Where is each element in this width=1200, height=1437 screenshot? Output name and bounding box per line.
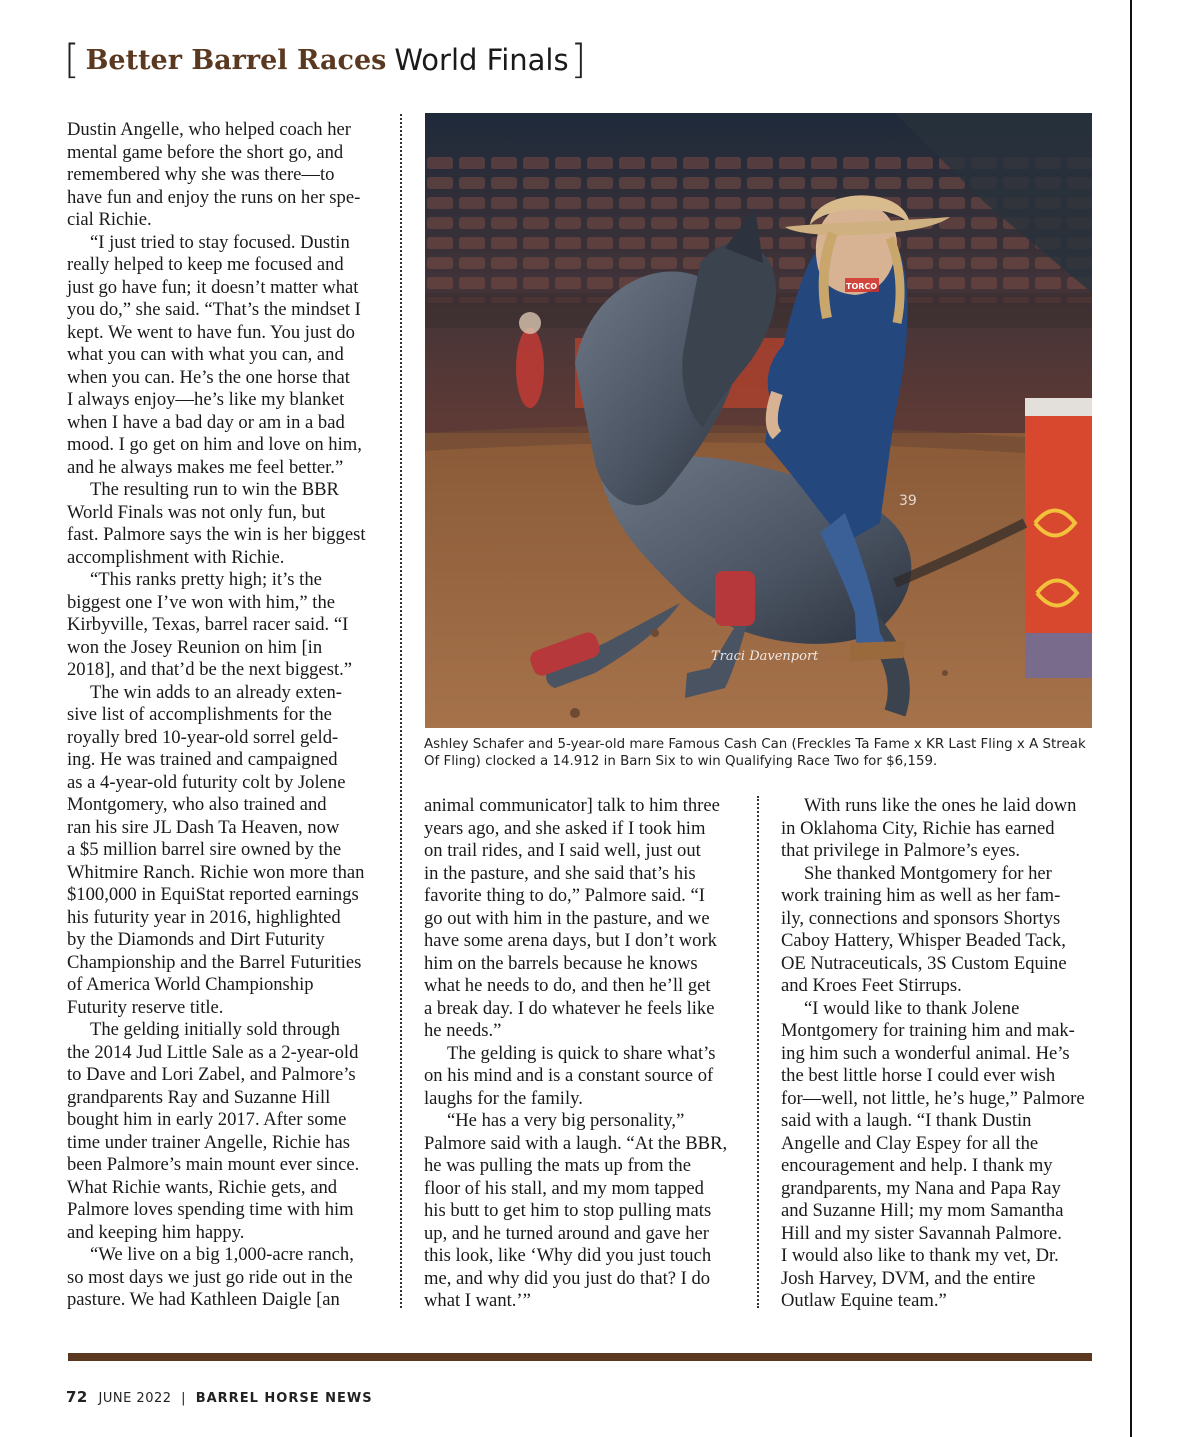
text-line: biggest one I’ve won with him,” the [67, 591, 336, 613]
text-line: on trail rides, and I said well, just out [424, 840, 701, 861]
text-line: so most days we just go ride out in the [67, 1266, 353, 1288]
text-line: he was pulling the mats up from the [424, 1155, 691, 1176]
text-line: to Dave and Lori Zabel, and Palmore’s [67, 1064, 356, 1085]
text-line: sive list of accomplishments for the [67, 704, 332, 725]
text-line: “We live on a big 1,000-acre ranch, [90, 1244, 354, 1265]
issue-date: JUNE 2022 [98, 1391, 172, 1406]
text-line: him on the barrels because he knows [424, 952, 698, 974]
header-close-bracket: ] [570, 37, 587, 83]
text-line: Palmore said with a laugh. “At the BBR, [424, 1132, 728, 1154]
text-line: what he needs to do, and then he’ll get [424, 975, 711, 996]
text-line: just go have fun; it doesn’t matter what [67, 276, 359, 298]
text-line: and he always makes me feel better.” [67, 456, 344, 478]
text-line: his futurity year in 2016, highlighted [67, 906, 341, 928]
footer-separator: | [181, 1391, 187, 1406]
barrel-racing-photo [425, 113, 1092, 728]
text-line: as a 4-year-old futurity colt by Jolene [67, 771, 346, 793]
text-line: Whitmire Ranch. Richie won more than [67, 861, 365, 883]
text-line: the best little horse I could ever wish [781, 1065, 1056, 1086]
article-column-2 [424, 795, 727, 1313]
text-line: accomplishment with Richie. [67, 546, 285, 568]
text-line: a $5 million barrel sire owned by the [67, 839, 342, 860]
header-title-bold: Better Barrel Races [85, 44, 387, 76]
text-line: ran his sire JL Dash Ta Heaven, now [67, 816, 340, 838]
text-line: Dustin Angelle, who helped coach her [67, 119, 351, 140]
text-line: animal communicator] talk to him three [424, 795, 720, 816]
text-line: pasture. We had Kathleen Daigle [an [67, 1289, 340, 1310]
text-line: What Richie wants, Richie gets, and [67, 1176, 338, 1198]
text-line: 2018], and that’d be the next biggest.” [67, 659, 353, 680]
page-footer [66, 1388, 373, 1406]
text-line: have some arena days, but I don’t work [424, 930, 717, 951]
text-line: Caboy Hattery, Whisper Beaded Tack, [781, 930, 1066, 951]
publication-name: BARREL HORSE NEWS [195, 1391, 373, 1406]
text-line: Montgomery, who also trained and [67, 794, 327, 815]
text-line: and Suzanne Hill; my mom Samantha [781, 1200, 1064, 1221]
text-line: up, and he turned around and gave her [424, 1222, 709, 1244]
text-line: when you can. He’s the one horse that [67, 366, 350, 388]
text-line: laughs for the family. [424, 1087, 583, 1109]
bystander-figure [516, 328, 544, 408]
text-line: you do,” she said. “That’s the mindset I [67, 299, 361, 320]
text-line: ily, connections and sponsors Shortys [781, 907, 1061, 929]
text-line: what you can with what you can, and [67, 344, 344, 365]
text-line: a break day. I do whatever he feels like [424, 997, 715, 1019]
text-line: in Oklahoma City, Richie has earned [781, 817, 1055, 839]
text-line: years ago, and she asked if I took him [424, 817, 706, 839]
text-line: that privilege in Palmore’s eyes. [781, 840, 1021, 861]
text-line: have fun and enjoy the runs on her spe- [67, 186, 361, 208]
text-line: cial Richie. [67, 209, 152, 230]
text-line: The gelding initially sold through [90, 1019, 340, 1040]
text-line: mood. I go get on him and love on him, [67, 434, 362, 455]
photo-number: 39 [899, 493, 917, 509]
text-line: encouragement and help. I thank my [781, 1155, 1053, 1176]
text-line: mental game before the short go, and [67, 141, 344, 163]
text-line: “I would like to thank Jolene [804, 997, 1020, 1019]
text-line: and Kroes Feet Stirrups. [781, 975, 962, 996]
text-line: Angelle and Clay Espey for all the [781, 1132, 1039, 1154]
text-line: said with a laugh. “I thank Dustin [781, 1110, 1032, 1131]
text-line: Kirbyville, Texas, barrel racer said. “I [67, 614, 349, 635]
photo-watermark: Traci Davenport [711, 649, 819, 664]
text-line: been Palmore’s main mount ever since. [67, 1154, 360, 1175]
text-line: favorite thing to do,” Palmore said. “I [424, 885, 705, 906]
text-line: The gelding is quick to share what’s [447, 1042, 716, 1064]
text-line: royally bred 10-year-old sorrel geld- [67, 726, 339, 748]
text-line: what I want.’” [424, 1290, 531, 1311]
text-line: She thanked Montgomery for her [804, 862, 1052, 884]
text-line: for—well, not little, he’s huge,” Palmore [781, 1087, 1085, 1109]
text-line: I would also like to thank my vet, Dr. [781, 1245, 1059, 1266]
header-open-bracket: [ [64, 37, 80, 83]
text-line: bought him in early 2017. After some [67, 1109, 347, 1130]
text-line: kept. We went to have fun. You just do [67, 321, 355, 343]
article-column-3 [781, 795, 1085, 1313]
header-title-regular: World Finals [394, 43, 569, 77]
text-line: really helped to keep me focused and [67, 254, 344, 275]
text-line: remembered why she was there—to [67, 164, 335, 185]
text-line: Palmore loves spending time with him [67, 1199, 354, 1220]
footer-rule [68, 1353, 1092, 1361]
text-line: he needs.” [424, 1020, 502, 1041]
text-line: $100,000 in EquiStat reported earnings [67, 884, 359, 905]
photo-caption: Ashley Schafer and 5-year-old mare Famous Cash Can (Freckles Ta Fame x KR Last Fling x A Streak Of Fling) clocked a 14.912 in Barn Six to win Qualifying Race Two for $6,159. [424, 737, 1086, 769]
text-line: Championship and the Barrel Futurities [67, 951, 362, 973]
text-line: go out with him in the pasture, and we [424, 907, 710, 929]
text-line: by the Diamonds and Dirt Futurity [67, 929, 325, 950]
text-line: OE Nutraceuticals, 3S Custom Equine [781, 952, 1067, 974]
text-line: floor of his stall, and my mom tapped [424, 1177, 704, 1199]
text-line: in the pasture, and she said that’s his [424, 862, 696, 884]
text-line: ing him such a wonderful animal. He’s [781, 1042, 1070, 1064]
text-line: won the Josey Reunion on him [in [67, 636, 323, 658]
photo-sponsor-patch: TORCO [846, 282, 878, 291]
text-line: and keeping him happy. [67, 1221, 245, 1243]
text-line: Hill and my sister Savannah Palmore. [781, 1222, 1062, 1244]
page-number: 72 [66, 1388, 88, 1406]
text-line: Montgomery for training him and mak- [781, 1020, 1075, 1041]
text-line: of America World Championship [67, 974, 314, 995]
text-line: Futurity reserve title. [67, 996, 224, 1018]
text-line: “I just tried to stay focused. Dustin [90, 231, 350, 253]
text-line: me, and why did you just do that? I do [424, 1267, 711, 1289]
text-line: fast. Palmore says the win is her biggest [67, 524, 366, 545]
text-line: “He has a very big personality,” [447, 1110, 685, 1131]
text-line: Outlaw Equine team.” [781, 1290, 947, 1311]
text-line: World Finals was not only fun, but [67, 501, 326, 523]
text-line: the 2014 Jud Little Sale as a 2-year-old [67, 1041, 359, 1063]
text-line: on his mind and is a constant source of [424, 1065, 714, 1086]
text-line: ing. He was trained and campaigned [67, 749, 338, 770]
page-edge-rule [1130, 0, 1132, 1437]
text-line: this look, like ‘Why did you just touch [424, 1245, 712, 1266]
text-line: The resulting run to win the BBR [90, 479, 339, 500]
barrel-icon [1025, 398, 1092, 678]
text-line: I always enjoy—he’s like my blanket [67, 389, 345, 410]
text-line: his butt to get him to stop pulling mats [424, 1200, 712, 1221]
text-line: “This ranks pretty high; it’s the [90, 569, 322, 590]
text-line: time under trainer Angelle, Richie has [67, 1131, 350, 1153]
text-line: Josh Harvey, DVM, and the entire [781, 1267, 1036, 1289]
text-line: grandparents Ray and Suzanne Hill [67, 1086, 331, 1108]
text-line: work training him as well as her fam- [781, 885, 1061, 906]
column-divider [400, 114, 402, 1308]
text-line: when I have a bad day or am in a bad [67, 411, 345, 433]
text-line: grandparents, my Nana and Papa Ray [781, 1177, 1061, 1199]
article-column-1 [67, 119, 365, 1312]
column-divider [757, 796, 759, 1308]
text-line: The win adds to an already exten- [90, 681, 342, 703]
section-header [64, 38, 586, 82]
text-line: With runs like the ones he laid down [804, 795, 1077, 816]
